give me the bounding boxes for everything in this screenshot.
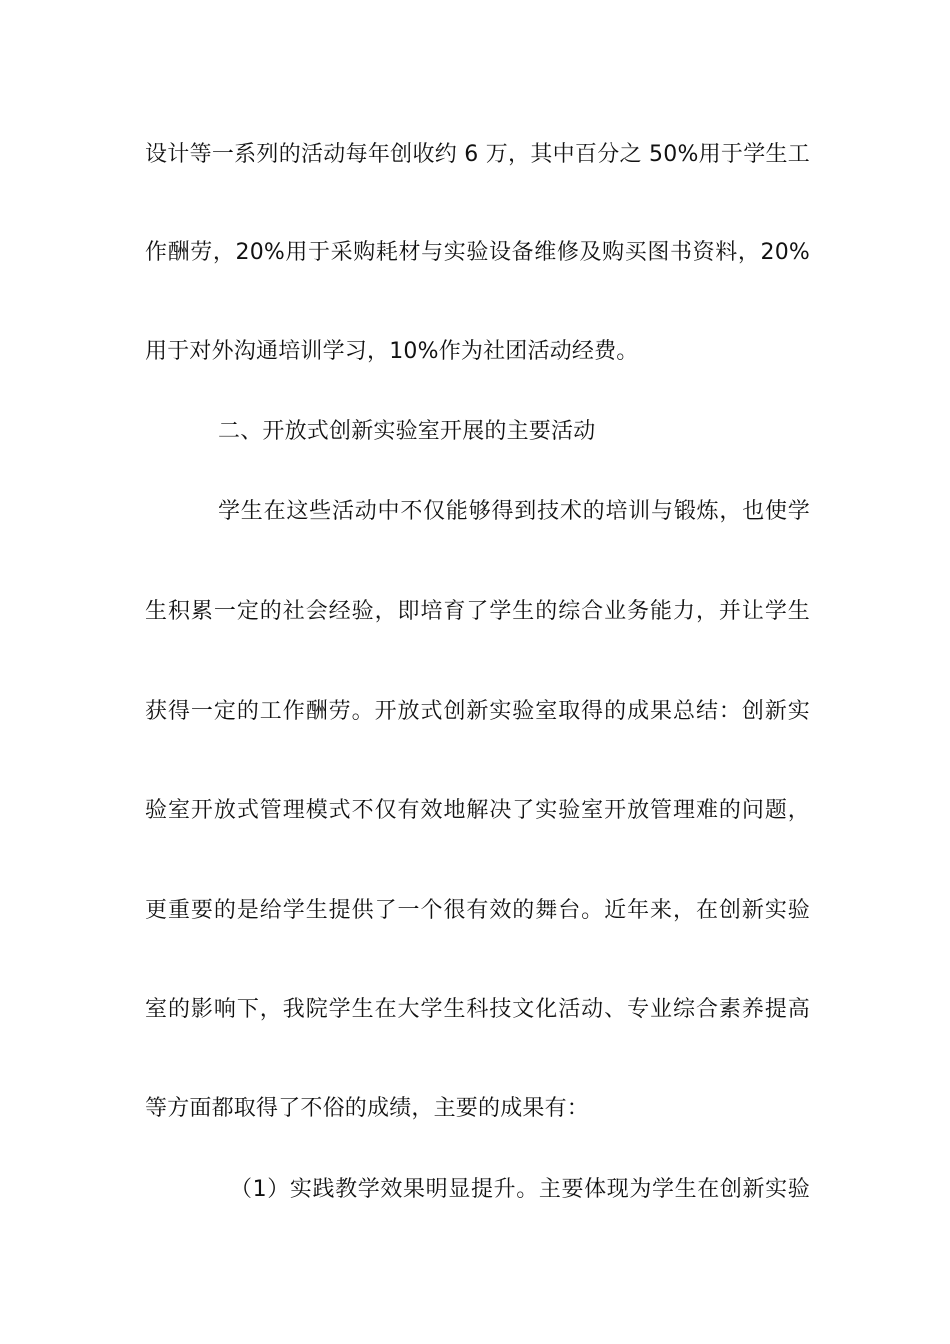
paragraph-line: 获得一定的工作酬劳。开放式创新实验室取得的成果总结：创新实 [145,699,810,724]
paragraph-line: 验室开放式管理模式不仅有效地解决了实验室开放管理难的问题， [145,798,810,823]
paragraph-line: 生积累一定的社会经验，即培育了学生的综合业务能力，并让学生 [145,599,810,624]
paragraph-line: 学生在这些活动中不仅能够得到技术的培训与锻炼，也使学 [218,499,810,524]
list-item: （1）实践教学效果明显提升。主要体现为学生在创新实验 [230,1177,810,1202]
section-heading: 二、开放式创新实验室开展的主要活动 [218,419,596,444]
paragraph-line: 用于对外沟通培训学习，10%作为社团活动经费。 [145,339,639,364]
paragraph-line: 更重要的是给学生提供了一个很有效的舞台。近年来，在创新实验 [145,898,810,923]
paragraph-line: 设计等一系列的活动每年创收约 6 万，其中百分之 50%用于学生工 [145,142,810,167]
paragraph-line: 作酬劳，20%用于采购耗材与实验设备维修及购买图书资料，20% [145,240,810,265]
paragraph-line: 等方面都取得了不俗的成绩，主要的成果有： [145,1096,590,1121]
paragraph-line: 室的影响下，我院学生在大学生科技文化活动、专业综合素养提高 [145,997,810,1022]
